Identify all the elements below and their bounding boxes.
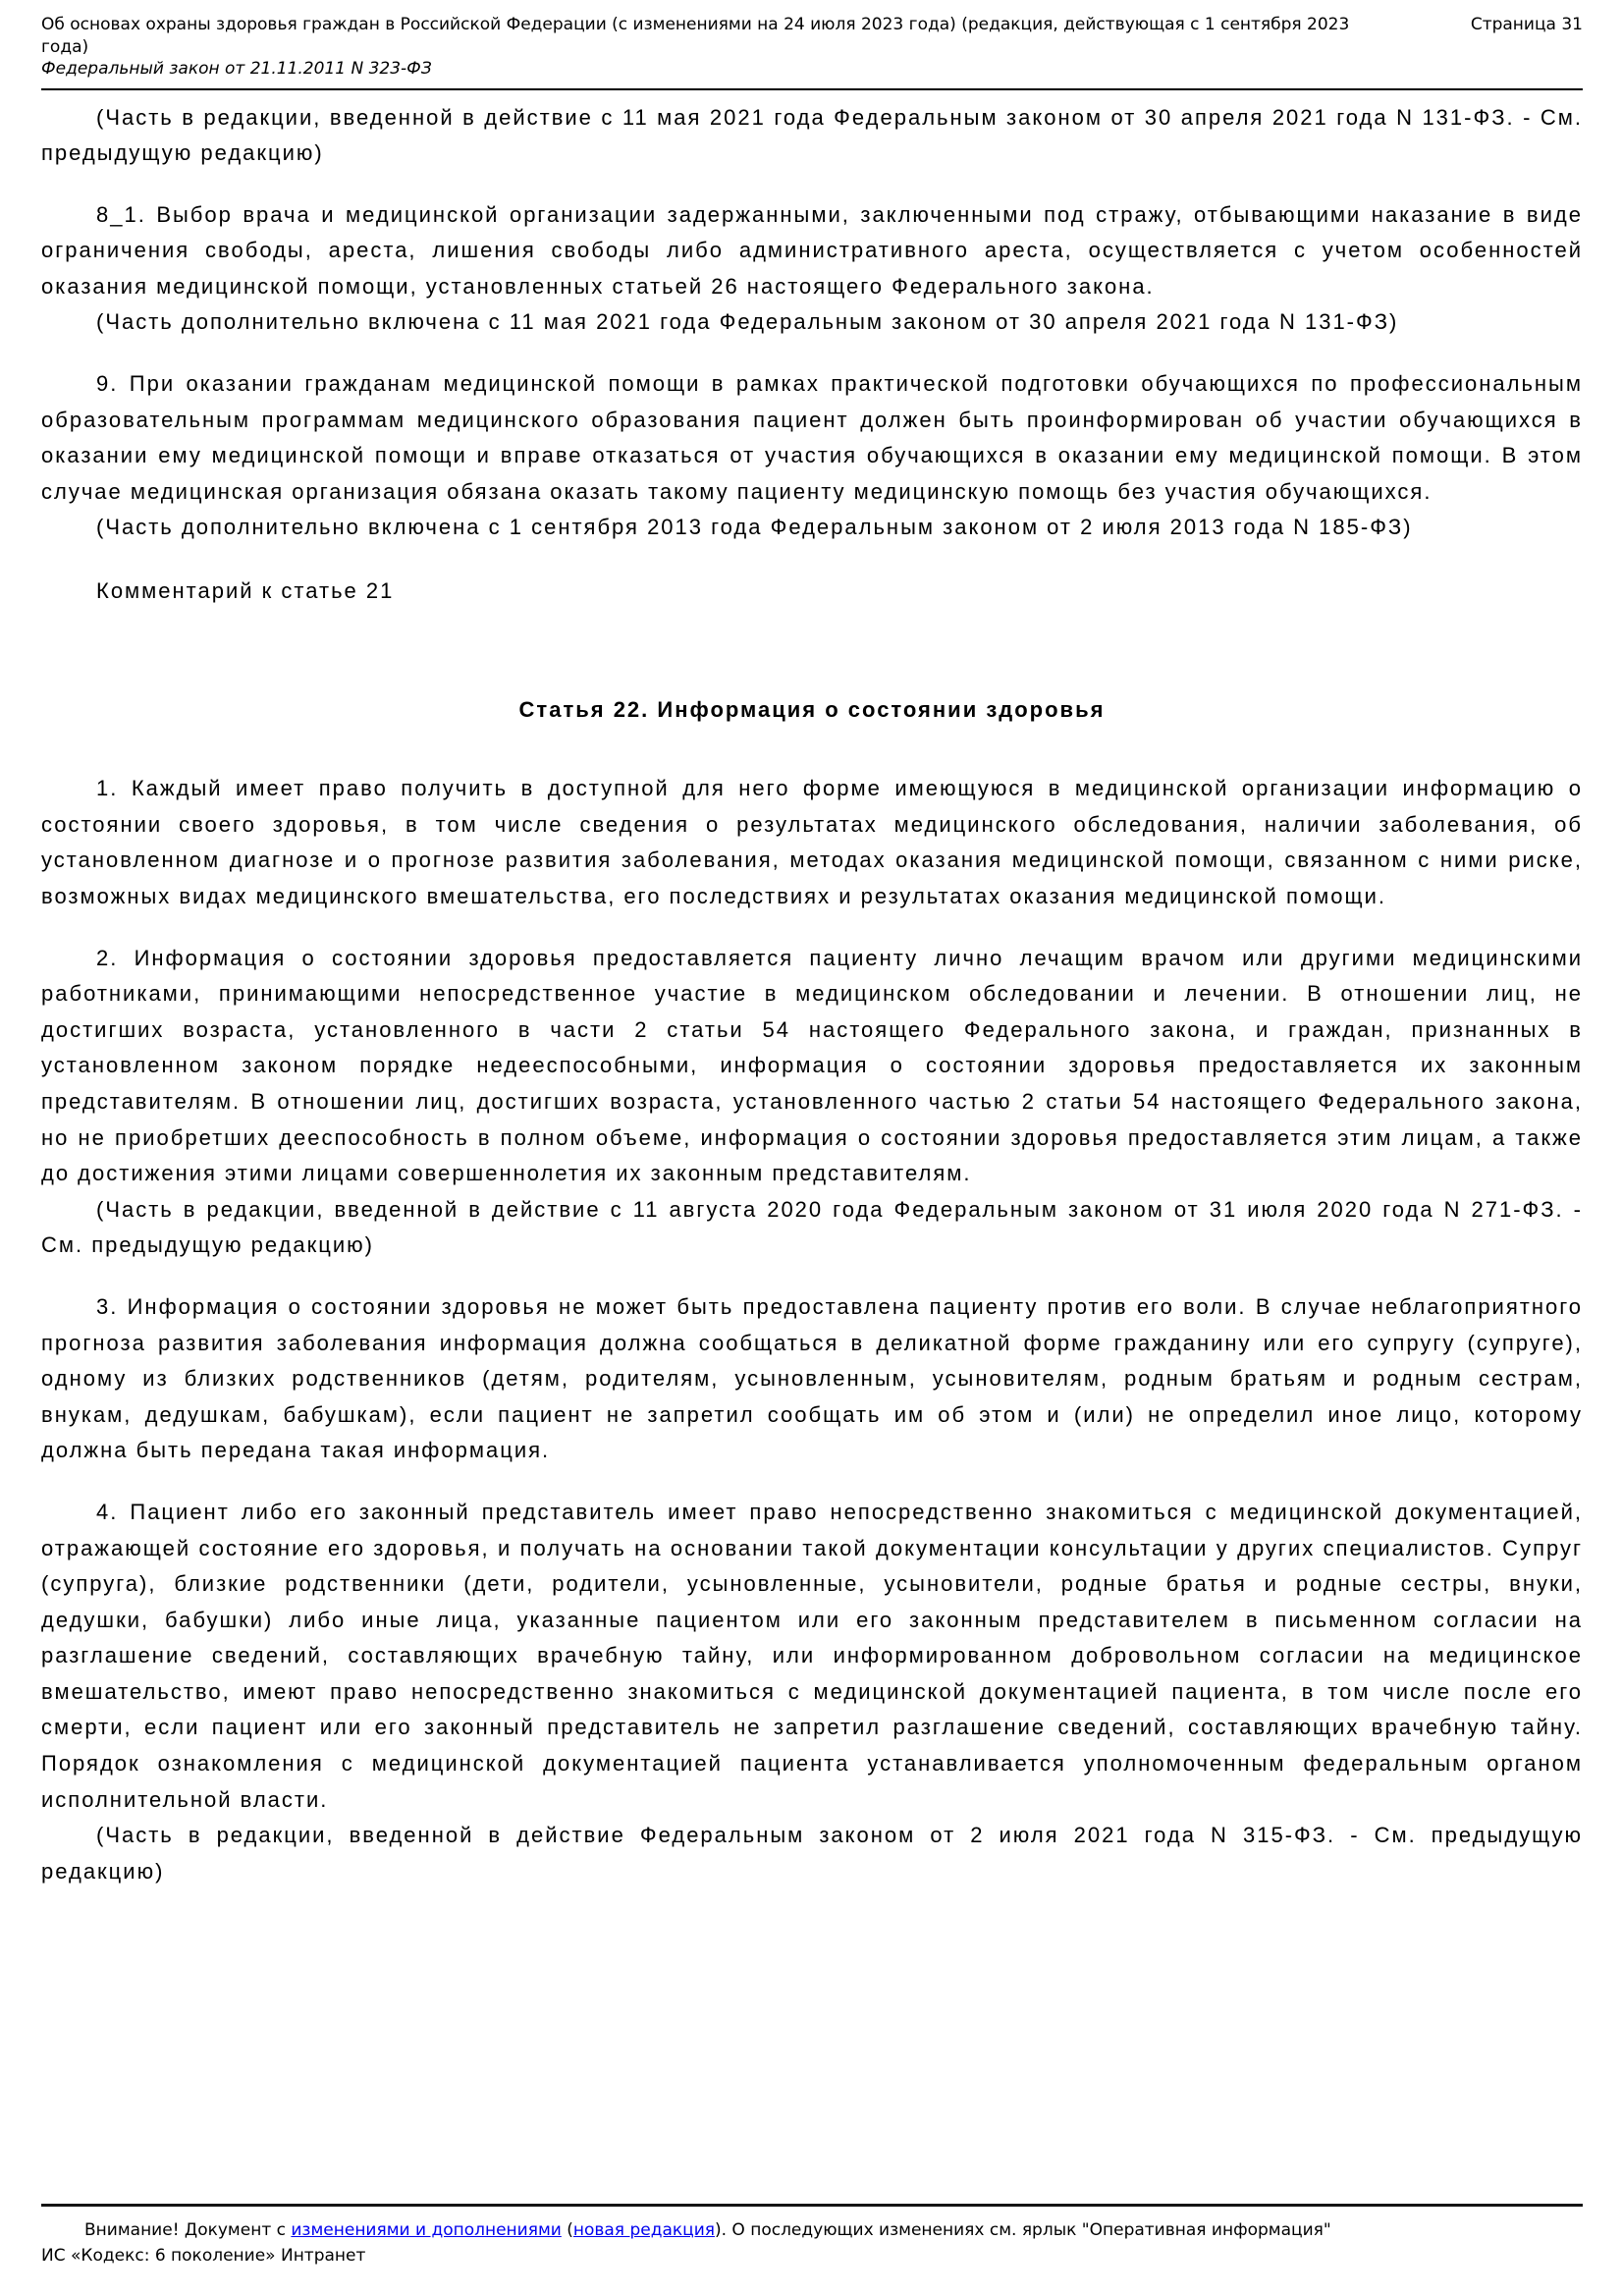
paragraph-3: 3. Информация о состоянии здоровья не может быть предоставлена пациенту против его воли. В случае неблагоприятного прогноза развития заболевания информация должна сообщаться в деликатной форме гражданину или его супругу (супруге), одному из близких родственников (детям, родителям, усыновленным, усыновителям, родным братьям и родным сестрам, внукам, дедушкам, бабушкам), если пациент не запретил сообщать им об этом и (или) не определил иное лицо, которому должна быть передана такая информация. xyxy=(41,1293,1583,1463)
editorial-note: (Часть в редакции, введенной в действие с 11 мая 2021 года Федеральным законом от 30 апреля 2021 года N 131-ФЗ. - См. предыдущую редакцию) xyxy=(41,104,1583,166)
footer-divider xyxy=(41,2204,1583,2207)
notice-text: Внимание! Документ с xyxy=(84,2220,292,2240)
notice-text: ). О последующих изменениях см. ярлык "Оперативная информация" xyxy=(714,2220,1331,2240)
amendments-link[interactable]: изменениями и дополнениями xyxy=(291,2220,562,2240)
document-body xyxy=(41,100,1583,1890)
document-title-block xyxy=(41,14,1381,81)
document-title: Об основах охраны здоровья граждан в Российской Федерации (с изменениями на 24 июля 2023 года) (редакция, действующая с 1 сентября 2023 года) xyxy=(41,15,1350,57)
system-name: ИС «Кодекс: 6 поколение» Интранет xyxy=(41,2246,366,2266)
comment-to-article-21: Комментарий к статье 21 xyxy=(96,578,395,604)
editorial-note: (Часть в редакции, введенной в действие с 11 августа 2020 года Федеральным законом от 31 июля 2020 года N 271-ФЗ. - См. предыдущую редакцию) xyxy=(41,1196,1583,1258)
paragraph-4: 4. Пациент либо его законный представитель имеет право непосредственно знакомиться с медицинской документацией, отражающей состояние его здоровья, и получать на основании такой документации консультации у других специалистов. Супруг (супруга), близкие родственники (дети, родители, усыновленные, усыновители, родные братья и родные сестры, внуки, дедушки, бабушки) либо иные лица, указанные пациентом или его законным представителем в письменном согласии на разглашение сведений, составляющих врачебную тайну, или информированном добровольном согласии на медицинское вмешательство, имеют право непосредственно знакомиться с медицинской документацией пациента, в том числе после его смерти, если пациент или его законный представитель не запретил разглашение сведений, составляющих врачебную тайну. Порядок ознакомления с медицинской документацией пациента устанавливается уполномоченным федеральным органом исполнительной власти. xyxy=(41,1499,1583,1812)
editorial-note: (Часть дополнительно включена с 1 сентября 2013 года Федеральным законом от 2 июля 2013 года N 185-ФЗ) xyxy=(96,515,1413,540)
attention-notice xyxy=(41,2218,1583,2243)
document-subtitle: Федеральный закон от 21.11.2011 N 323-ФЗ xyxy=(41,59,432,79)
page-footer xyxy=(41,2204,1583,2269)
notice-text: ( xyxy=(561,2220,573,2240)
editorial-note: (Часть дополнительно включена с 11 мая 2021 года Федеральным законом от 30 апреля 2021 года N 131-ФЗ) xyxy=(96,309,1399,335)
paragraph-9: 9. При оказании гражданам медицинской помощи в рамках практической подготовки обучающихся по профессиональным образовательным программам медицинского образования пациент должен быть проинформирован об участии обучающихся в оказании ему медицинской помощи и вправе отказаться от участия обучающихся в оказании ему медицинской помощи. В этом случае медицинская организация обязана оказать такому пациенту медицинскую помощь без участия обучающихся. xyxy=(41,371,1583,504)
editorial-note: (Часть в редакции, введенной в действие Федеральным законом от 2 июля 2021 года N 315-ФЗ. - См. предыдущую редакцию) xyxy=(41,1823,1583,1884)
article-22-heading: Статья 22. Информация о состоянии здоровья xyxy=(518,696,1106,722)
page-header xyxy=(41,14,1583,81)
page-number: Страница 31 xyxy=(1470,15,1583,34)
header-divider xyxy=(41,88,1583,90)
new-edition-link[interactable]: новая редакция xyxy=(572,2220,715,2240)
paragraph-1: 1. Каждый имеет право получить в доступной для него форме имеющуюся в медицинской организации информацию о состоянии своего здоровья, в том числе сведения о результатах медицинского обследования, наличии заболевания, об установленном диагнозе и о прогнозе развития заболевания, методах оказания медицинской помощи, связанном с ними риске, возможных видах медицинского вмешательства, его последствиях и результатах оказания медицинской помощи. xyxy=(41,776,1583,908)
paragraph-2: 2. Информация о состоянии здоровья предоставляется пациенту лично лечащим врачом или другими медицинскими работниками, принимающими непосредственное участие в медицинском обследовании и лечении. В отношении лиц, не достигших возраста, установленного в части 2 статьи 54 настоящего Федерального закона, и граждан, признанных в установленном законом порядке недееспособными, информация о состоянии здоровья предоставляется их законным представителям. В отношении лиц, достигших возраста, установленного частью 2 статьи 54 настоящего Федерального закона, но не приобретших дееспособность в полном объеме, информация о состоянии здоровья предоставляется этим лицам, а также до достижения этими лицами совершеннолетия их законным представителям. xyxy=(41,945,1583,1186)
paragraph-8-1: 8_1. Выбор врача и медицинской организации задержанными, заключенными под стражу, отбывающими наказание в виде ограничения свободы, ареста, лишения свободы либо административного ареста, осуществляется с учетом особенностей оказания медицинской помощи, установленных статьей 26 настоящего Федерального закона. xyxy=(41,201,1583,299)
